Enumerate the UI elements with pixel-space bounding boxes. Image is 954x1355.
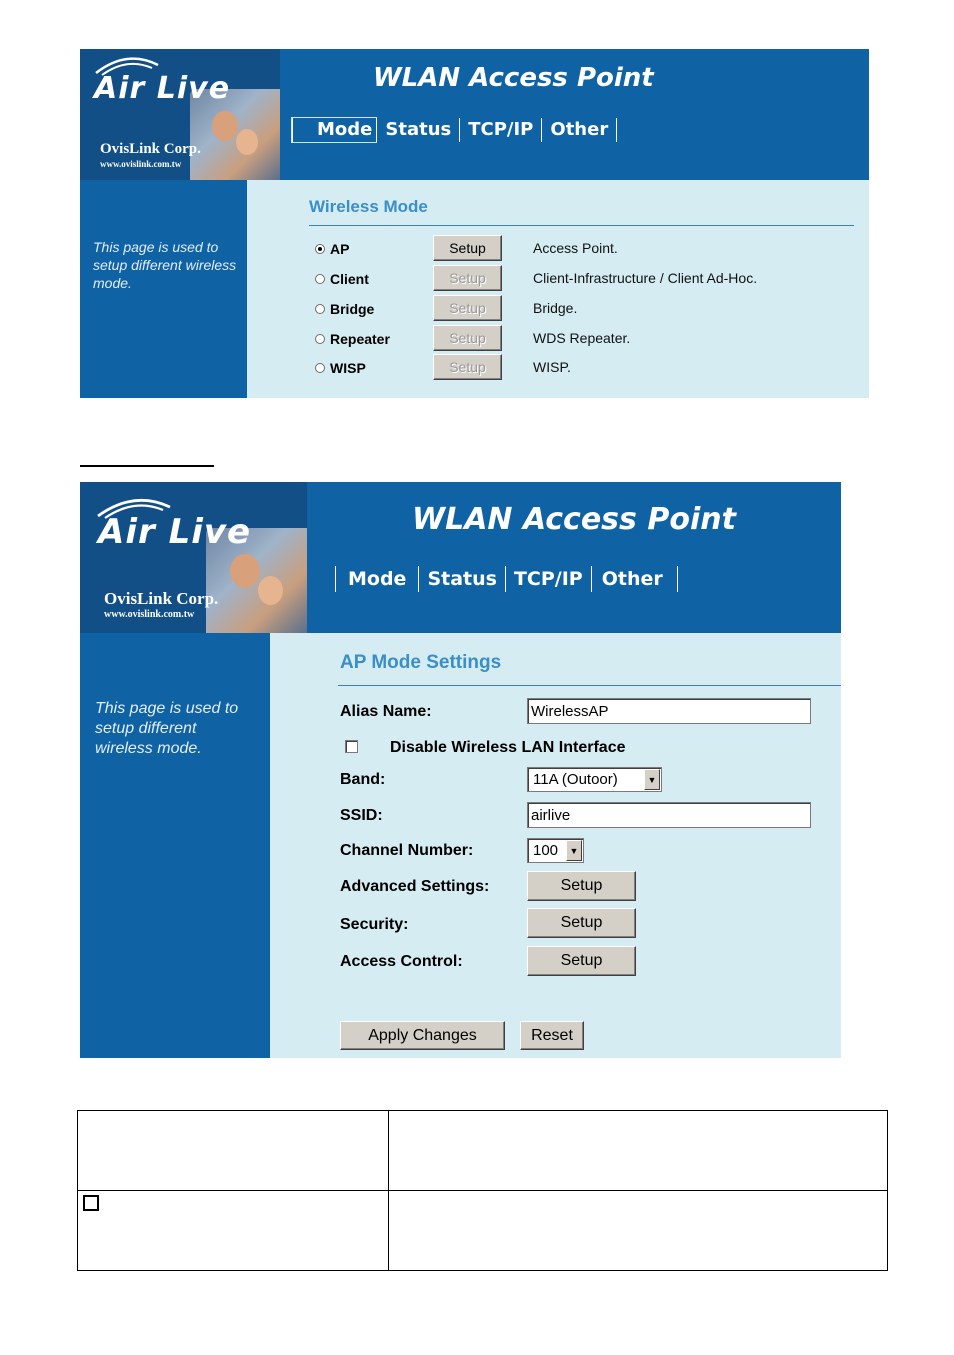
- radio-button[interactable]: [315, 334, 325, 344]
- sidebar-note: This page is used to setup different wireless mode.: [93, 239, 237, 291]
- radio-button[interactable]: [315, 304, 325, 314]
- mode-description: Client-Infrastructure / Client Ad-Hoc.: [533, 270, 758, 286]
- tab-tcpip[interactable]: TCP/IP: [505, 566, 591, 592]
- table-cell: [389, 1111, 888, 1191]
- table-cell: [78, 1191, 389, 1271]
- photo-face: [212, 111, 238, 141]
- mode-option-ap[interactable]: [315, 241, 349, 257]
- mode-label: Repeater: [330, 331, 390, 347]
- tab-other[interactable]: Other: [541, 118, 617, 142]
- checkbox-symbol: [83, 1195, 99, 1211]
- access-control-setup-button[interactable]: Setup: [527, 946, 636, 976]
- band-select[interactable]: [527, 767, 662, 792]
- setup-button-ap[interactable]: Setup: [433, 235, 502, 261]
- logo-text: Air Live: [94, 71, 231, 106]
- disable-wlan-checkbox[interactable]: [345, 740, 358, 753]
- channel-value: 100: [533, 842, 559, 859]
- channel-number-label: Channel Number:: [340, 842, 474, 859]
- radio-button[interactable]: [315, 274, 325, 284]
- setup-button-client[interactable]: Setup: [433, 265, 502, 291]
- photo-face: [258, 576, 283, 605]
- advanced-settings-label: Advanced Settings:: [340, 878, 490, 895]
- setup-button-wisp[interactable]: Setup: [433, 354, 502, 380]
- tab-other[interactable]: Other: [591, 566, 678, 592]
- chevron-down-icon[interactable]: ▼: [644, 769, 660, 790]
- brand-logo: [80, 49, 280, 180]
- disable-wlan-label: Disable Wireless LAN Interface: [390, 739, 626, 756]
- mode-label: WISP: [330, 360, 366, 376]
- radio-button[interactable]: [315, 363, 325, 373]
- table-row: [78, 1111, 888, 1191]
- ssid-input[interactable]: airlive: [527, 802, 811, 828]
- sidebar: [80, 633, 270, 1058]
- mode-option-client[interactable]: [315, 271, 369, 287]
- tab-status[interactable]: Status: [376, 118, 459, 142]
- advanced-setup-button[interactable]: Setup: [527, 871, 636, 901]
- mode-label: AP: [330, 241, 350, 257]
- mode-description: Access Point.: [533, 240, 618, 256]
- tab-status[interactable]: Status: [418, 566, 505, 592]
- mode-option-wisp[interactable]: [315, 360, 366, 376]
- table-row: [78, 1191, 888, 1271]
- corp-name: OvisLink Corp.: [100, 141, 201, 157]
- band-label: Band:: [340, 771, 386, 788]
- tab-mode[interactable]: Mode: [335, 566, 418, 592]
- security-setup-button[interactable]: Setup: [527, 908, 636, 938]
- table-cell: [389, 1191, 888, 1271]
- alias-name-label: Alias Name:: [340, 703, 432, 720]
- photo-face: [236, 129, 258, 155]
- mode-label: Client: [330, 271, 369, 287]
- tab-tcpip[interactable]: TCP/IP: [459, 118, 541, 142]
- mode-description: WISP.: [533, 359, 571, 375]
- section-title: AP Mode Settings: [340, 652, 502, 673]
- sidebar: [80, 180, 247, 398]
- table-cell: [78, 1111, 389, 1191]
- section-divider: [309, 225, 854, 226]
- sidebar-note: This page is used to setup different wireless mode.: [95, 700, 239, 757]
- apply-changes-button[interactable]: Apply Changes: [340, 1021, 505, 1050]
- alias-name-input[interactable]: WirelessAP: [527, 698, 811, 724]
- main-tabs: [335, 566, 678, 592]
- website-text: www.ovislink.com.tw: [100, 159, 182, 169]
- logo-text: Air Live: [98, 512, 252, 552]
- security-label: Security:: [340, 916, 409, 933]
- tab-mode[interactable]: Mode: [292, 118, 376, 142]
- mode-description: WDS Repeater.: [533, 330, 631, 346]
- setup-button-bridge[interactable]: Setup: [433, 295, 502, 321]
- document-table: [77, 1110, 888, 1271]
- website-text: www.ovislink.com.tw: [104, 609, 195, 620]
- setup-button-repeater[interactable]: Setup: [433, 325, 502, 351]
- document-underline: [80, 465, 214, 467]
- app-title: WLAN Access Point: [412, 502, 736, 537]
- mode-description: Bridge.: [533, 300, 578, 316]
- section-title: Wireless Mode: [309, 197, 428, 216]
- reset-button[interactable]: Reset: [520, 1021, 584, 1050]
- channel-select[interactable]: [527, 838, 584, 863]
- corp-name: OvisLink Corp.: [104, 589, 219, 608]
- access-control-label: Access Control:: [340, 953, 463, 970]
- ssid-label: SSID:: [340, 807, 383, 824]
- mode-option-bridge[interactable]: [315, 301, 374, 317]
- brand-logo: [80, 482, 307, 633]
- mode-option-repeater[interactable]: [315, 331, 390, 347]
- app-title: WLAN Access Point: [373, 63, 654, 93]
- radio-button[interactable]: [315, 244, 325, 254]
- main-tabs: [292, 118, 617, 142]
- section-divider: [338, 685, 841, 686]
- mode-label: Bridge: [330, 301, 375, 317]
- photo-face: [230, 554, 260, 588]
- band-value: 11A (Outoor): [533, 771, 618, 788]
- wireless-mode-window: [80, 49, 869, 398]
- ap-mode-window: [80, 482, 841, 1058]
- chevron-down-icon[interactable]: ▼: [566, 840, 582, 861]
